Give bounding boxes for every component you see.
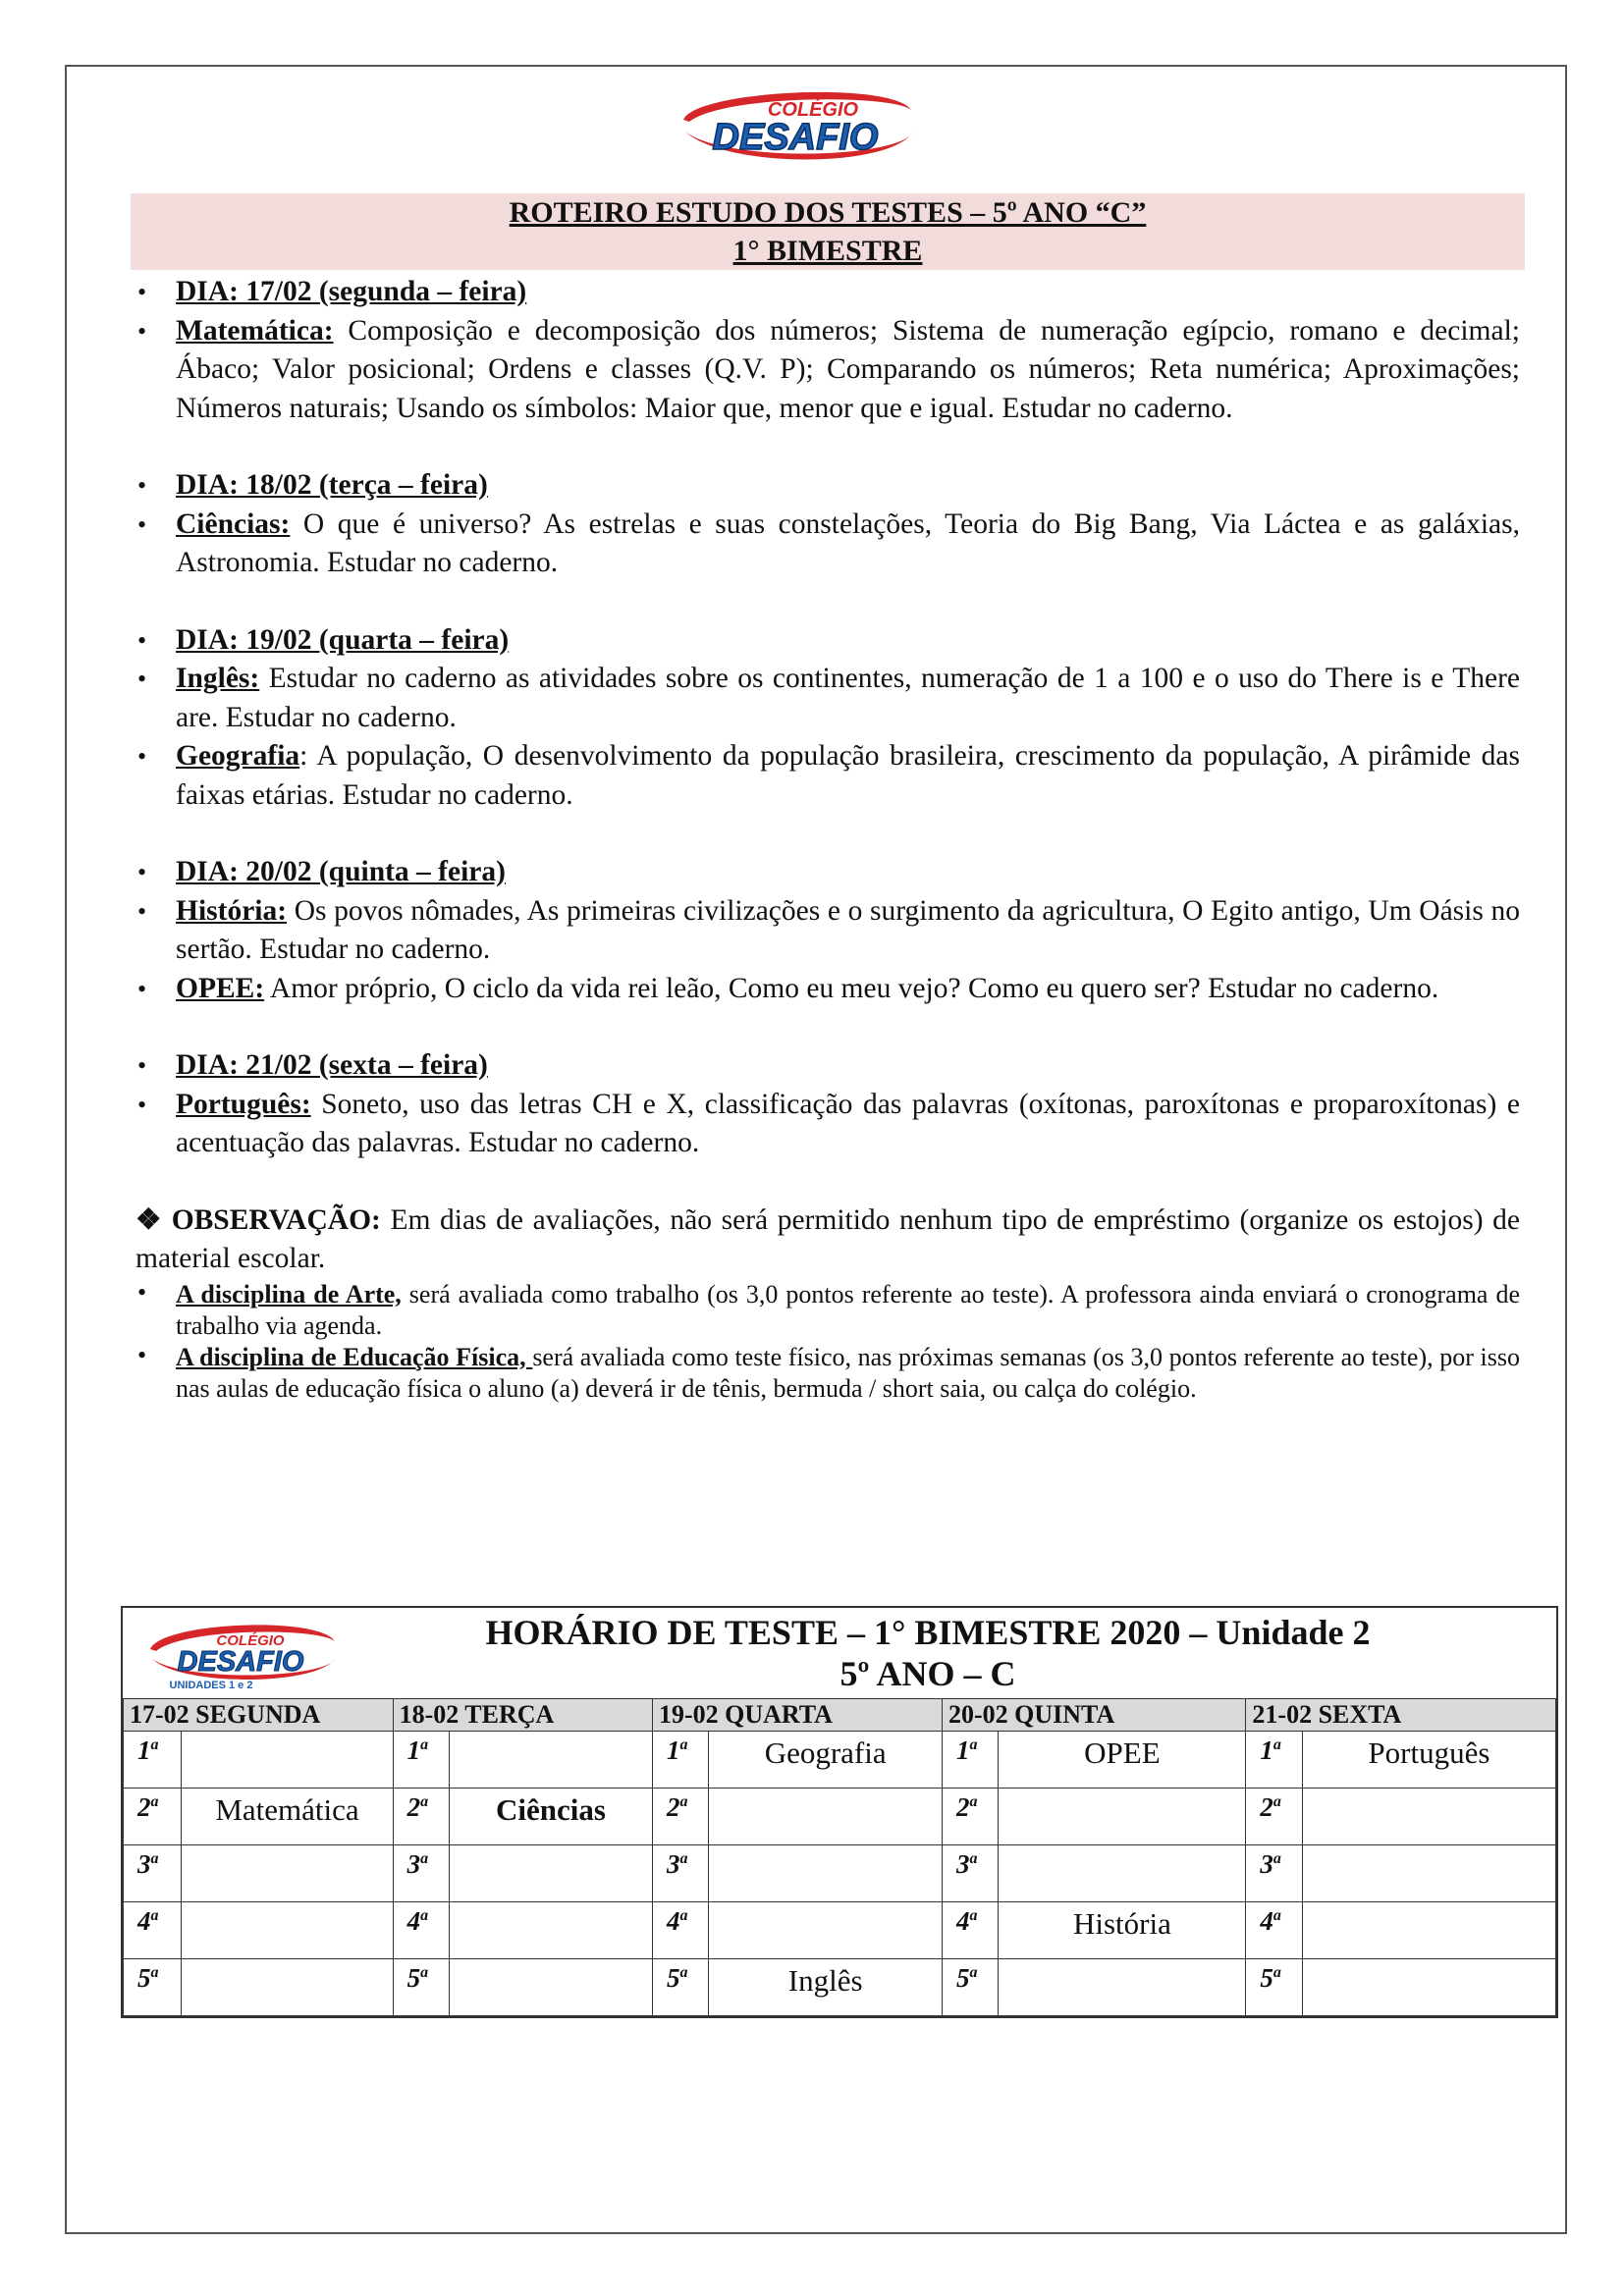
subject-cell (999, 1959, 1246, 2016)
day-heading: • DIA: 21/02 (sexta – feira) (135, 1046, 1520, 1086)
subject-cell (182, 1959, 393, 2016)
schedule-subtitle: 5º ANO – C (839, 1654, 1016, 1693)
period-number: 4$^a$ (124, 1902, 182, 1959)
period-number: 4$^a$ (652, 1902, 708, 1959)
period-number: 5$^a$ (943, 1959, 999, 2016)
period-number: 4$^a$ (393, 1902, 449, 1959)
period-number: 5$^a$ (1246, 1959, 1302, 2016)
period-number: 2$^a$ (652, 1789, 708, 1845)
note-item: • A disciplina de Educação Física, será avaliada como teste físico, nas próximas semanas (os 3,0 pontos referente ao teste), por isso nas aulas de educação física o aluno (a) deverá ir de tênis, bermuda / short saia, ou calça do colégio. (135, 1342, 1520, 1405)
period-number: 1$^a$ (652, 1732, 708, 1789)
day-heading: • DIA: 18/02 (terça – feira) (135, 466, 1520, 506)
subject-cell (182, 1845, 393, 1902)
diamond-bullet-icon: ❖ (135, 1203, 164, 1236)
subject-cell (1302, 1959, 1555, 2016)
subject-cell (182, 1732, 393, 1789)
svg-text:DESAFIO: DESAFIO (177, 1646, 304, 1678)
subject-cell (999, 1789, 1246, 1845)
subject-cell: Matemática (182, 1789, 393, 1845)
period-number: 1$^a$ (124, 1732, 182, 1789)
subject-cell (449, 1902, 652, 1959)
document-header (131, 193, 1525, 270)
schedule-table (123, 1698, 1556, 2016)
period-number: 2$^a$ (1246, 1789, 1302, 1845)
period-number: 5$^a$ (652, 1959, 708, 2016)
period-number: 2$^a$ (943, 1789, 999, 1845)
period-number: 4$^a$ (943, 1902, 999, 1959)
subject-item: • Inglês: Estudar no caderno as atividades sobre os continentes, numeração de 1 a 100 e o uso do There is e There are. Estudar no caderno. (135, 660, 1520, 737)
subject-item: • Ciências: O que é universo? As estrelas e suas constelações, Teoria do Big Bang, Via Láctea e as galáxias, Astronomia. Estudar no caderno. (135, 506, 1520, 583)
period-number: 2$^a$ (393, 1789, 449, 1845)
period-number: 4$^a$ (1246, 1902, 1302, 1959)
subject-cell (182, 1902, 393, 1959)
subject-cell (709, 1845, 943, 1902)
table-row (124, 1789, 1556, 1845)
subject-cell: Ciências (449, 1789, 652, 1845)
period-number: 5$^a$ (393, 1959, 449, 2016)
period-number: 3$^a$ (652, 1845, 708, 1902)
column-header: 19-02 QUARTA (652, 1699, 942, 1732)
subject-cell (709, 1902, 943, 1959)
period-number: 3$^a$ (393, 1845, 449, 1902)
subject-cell (449, 1959, 652, 2016)
table-row (124, 1902, 1556, 1959)
day-heading: • DIA: 20/02 (quinta – feira) (135, 853, 1520, 892)
subject-item: • OPEE: Amor próprio, O ciclo da vida rei leão, Como eu meu vejo? Como eu quero ser? Estudar no caderno. (135, 970, 1520, 1009)
subject-cell: Inglês (709, 1959, 943, 2016)
subject-cell (709, 1789, 943, 1845)
period-number: 5$^a$ (124, 1959, 182, 2016)
subject-cell (449, 1845, 652, 1902)
period-number: 1$^a$ (393, 1732, 449, 1789)
column-header: 18-02 TERÇA (393, 1699, 652, 1732)
colegio-desafio-logo (666, 80, 921, 171)
period-number: 3$^a$ (124, 1845, 182, 1902)
day-heading: • DIA: 19/02 (quarta – feira) (135, 621, 1520, 661)
period-number: 3$^a$ (943, 1845, 999, 1902)
subject-item: • História: Os povos nômades, As primeiras civilizações e o surgimento da agricultura, O Egito antigo, Um Oásis no sertão. Estudar no caderno. (135, 892, 1520, 970)
day-heading: • DIA: 17/02 (segunda – feira) (135, 273, 1520, 312)
subject-cell (1302, 1789, 1555, 1845)
subject-cell: OPEE (999, 1732, 1246, 1789)
table-row (124, 1959, 1556, 2016)
column-header: 20-02 QUINTA (943, 1699, 1246, 1732)
table-row (124, 1732, 1556, 1789)
study-guide (135, 273, 1520, 1405)
subject-cell (449, 1732, 652, 1789)
subject-cell: Geografia (709, 1732, 943, 1789)
subject-item: • Português: Soneto, uso das letras CH e X, classificação das palavras (oxítonas, paroxítonas e proparoxítonas) e acentuação das palavras. Estudar no caderno. (135, 1086, 1520, 1163)
column-header: 21-02 SEXTA (1246, 1699, 1556, 1732)
subject-cell (1302, 1845, 1555, 1902)
period-number: 1$^a$ (1246, 1732, 1302, 1789)
subject-cell (999, 1845, 1246, 1902)
document-title: ROTEIRO ESTUDO DOS TESTES – 5º ANO “C” (509, 196, 1147, 229)
svg-text:COLÉGIO: COLÉGIO (216, 1632, 285, 1649)
schedule-header (123, 1608, 1556, 1698)
subject-cell: Português (1302, 1732, 1555, 1789)
test-schedule (121, 1606, 1558, 2018)
schedule-title: HORÁRIO DE TESTE – 1° BIMESTRE 2020 – Unidade 2 (485, 1613, 1371, 1652)
document-subtitle: 1° BIMESTRE (732, 235, 923, 267)
logo-line1: COLÉGIO (767, 99, 859, 121)
period-number: 2$^a$ (124, 1789, 182, 1845)
schedule-title-block (123, 1612, 1556, 1694)
logo-tag: UNIDADES 1 e 2 (169, 1680, 253, 1691)
subject-cell: História (999, 1902, 1246, 1959)
logo-line2: DESAFIO (712, 117, 879, 158)
period-number: 3$^a$ (1246, 1845, 1302, 1902)
table-row (124, 1845, 1556, 1902)
column-header: 17-02 SEGUNDA (124, 1699, 394, 1732)
observation: ❖ OBSERVAÇÃO: Em dias de avaliações, não será permitido nenhum tipo de empréstimo (organize os estojos) de material escolar. (135, 1203, 1520, 1274)
subject-cell (1302, 1902, 1555, 1959)
note-item: • A disciplina de Arte, será avaliada como trabalho (os 3,0 pontos referente ao teste). A professora ainda enviará o cronograma de trabalho via agenda. (135, 1279, 1520, 1342)
subject-item: • Geografia: A população, O desenvolvimento da população brasileira, crescimento da população, A pirâmide das faixas etárias. Estudar no caderno. (135, 737, 1520, 815)
period-number: 1$^a$ (943, 1732, 999, 1789)
subject-item: • Matemática: Composição e decomposição dos números; Sistema de numeração egípcio, romano e decimal; Ábaco; Valor posicional; Ordens e classes (Q.V. P); Comparando os números; Reta numérica; Aproximações; Números naturais; Usando os símbolos: Maior que, menor que e igual. Estudar no caderno. (135, 312, 1520, 429)
